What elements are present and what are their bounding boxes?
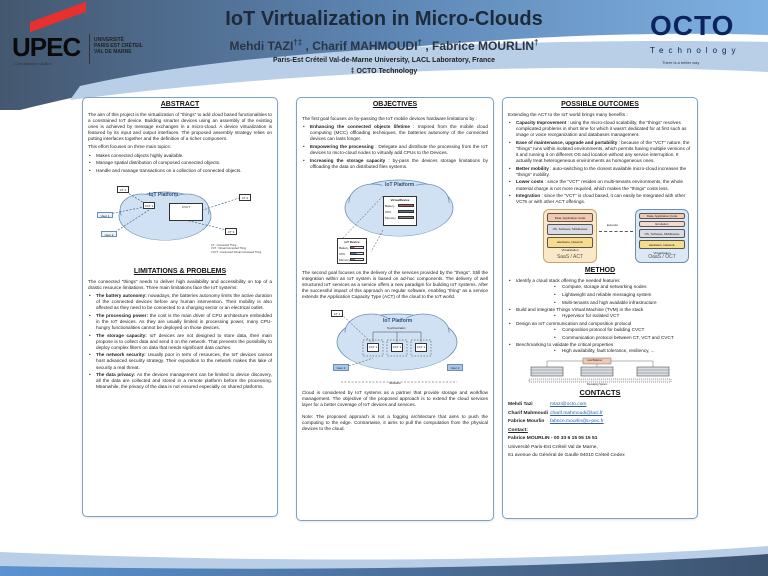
diagram-node: CT 2 xyxy=(239,194,251,201)
diagram-node: User 2 xyxy=(101,231,117,237)
diagram-node: CT 1 xyxy=(331,310,343,317)
diagram-node: User 1 xyxy=(333,364,349,371)
sub-list-item: • Lightweight and reliable messaging system xyxy=(554,292,692,298)
sync-label: Synchronization xyxy=(387,327,406,331)
upec-tagline: Connaissance-Action xyxy=(14,61,52,66)
diagram-node: User 1 xyxy=(97,212,113,218)
extends-arrow xyxy=(599,231,633,232)
list-item: • Makes connected objects highly available. xyxy=(88,153,272,159)
upec-university-name: UNIVERSITÉ PARIS EST CRÉTEIL VAL DE MARNE xyxy=(94,37,143,55)
list-item: • Design an IoT communication and composition protocol • Composition protocol for building CVCT • Communication protocol between CT, VCT and CVCT xyxy=(508,321,692,341)
list-item: • Capacity Improvement : using the micro-cloud scalability, the “things” resolves complicated problems in short time for which it wasn't dedicated for at first such as image or voice reorganization and databases management. xyxy=(508,120,692,138)
diagram-node: VCT 1 xyxy=(144,203,154,208)
list-item: • Better mobility : auto-switching to the closest available micro-cloud increases the “things” mobility. xyxy=(508,166,692,178)
list-item: • Ease of maintenance, upgrade and portability : because of the “VCT” nature, the “things” runs within isolated environments, which permits having multiple versions of it and running it on different OS and location without any service interruption. It actually treat heterogeneous environments as homogeneous ones. xyxy=(508,140,692,164)
diagram-node: CT 3 xyxy=(225,228,237,235)
memory-bar xyxy=(350,258,364,261)
cloud-label: IoT Platform xyxy=(383,318,413,325)
affiliation-university: Paris-Est Créteil Val-de-Marne University, LACL Laboratory, France xyxy=(272,57,496,64)
contact-label: Contact: xyxy=(508,427,528,433)
messaging-system-label: Messaging System xyxy=(587,383,608,387)
right-panel xyxy=(502,97,698,519)
list-item: • Benchmarking to validate the critical properties • High availability, fault tolerance, resiliency, ... xyxy=(508,342,692,354)
list-item: • The network security: Usually poor in term of resources, the IoT devices cannot host advanced security strategy. Their exposition to the network makes this lake of security a real threat. xyxy=(88,352,272,370)
sub-list-item: • Communication protocol between CT, VCT and CVCT xyxy=(554,335,692,341)
cpu-bar xyxy=(398,210,414,213)
middle-panel xyxy=(296,97,494,521)
list-item: • Build and integrate Things Virtual Machine (TVM) in the stack • Hypervisor for isolated VCT xyxy=(508,307,692,319)
objectives-paragraph-3: Cloud is considered by IoT systems as a partner that provide storage and workflow management. The objective of the proposed approach is to extend the cloud services layer for a better coverage of IoT devices and services. xyxy=(302,390,488,408)
outcomes-intro: Extending the ACT to the IoT world brings many benefits : xyxy=(508,112,628,117)
list-item: • Enhancing the connected objects lifetime : Inspired from the mobile cloud computing (MCC) offloading techniques, the batteries autonomy of the connected devices can lasts longer. xyxy=(302,124,488,142)
author-mark: †‡ xyxy=(293,38,303,47)
diagram-node: CVCT xyxy=(169,203,203,221)
author-list: Mehdi TAZI†‡ , Charif MAHMOUDI† , Fabrice MOURLIN† xyxy=(229,38,539,53)
abstract-text: The aim of this project is the virtualization of “things” to add cloud based functionalities to a constrained IoT device. Building smarter devices using an assembly of the existing ones is achieved by message exchanges in a micro-cloud. A device virtualization is featured by its input and output interfaces. The proposed assembly strategy relies on putting interfaces together and the definition of a richer component. This effort focuses on three main topics: xyxy=(88,112,272,150)
octo-subtitle: Technology xyxy=(650,46,741,55)
list-item: • Lower costs : since the “VCT” resides on multi-tenants environments, the whole material charge is not more required, which makes the “things” costs less. xyxy=(508,179,692,191)
sub-list-item: • Multi-tenants and high available infrastructure xyxy=(554,300,692,306)
sub-list-item: • High availability, fault tolerance, resiliency, ... xyxy=(554,348,692,354)
iot-device-card: IoT Device Battery CPU Memory xyxy=(337,238,367,264)
virtual-device-diagram xyxy=(301,172,489,268)
contact-row: Fabrice Mourlin fabrice.mourlin@u-pec.fr xyxy=(508,418,692,427)
objectives-list xyxy=(297,124,493,170)
sub-list-item: • Hypervisor for isolated VCT xyxy=(554,313,692,319)
outcomes-list xyxy=(503,120,697,205)
objectives-note: Note: The proposed approach is not a fogging architecture that aims to push the computing to the edge. Contrariwise, it aims to pull the computation from the physical devices to the cloud. xyxy=(302,413,488,431)
list-item: • The processing power: the cost is the main driver of CPU architecture embedded in the IoT devices. As they are usually limited in processing power, many CPU-hungry functionalities cannot be deployed on those devices. xyxy=(88,313,272,331)
list-item: • The battery autonomy: nowadays, the batteries autonomy limits the active duration of the connected devices before any human intervention. Their mobility is also affected as they need to be connected to a charging sector or an electrical outlet. xyxy=(88,293,272,311)
left-panel xyxy=(82,97,278,517)
cpu-bar xyxy=(350,252,364,255)
list-item: • Handle and manage transactions on a collection of connected objects. xyxy=(88,168,272,174)
method-list xyxy=(503,278,697,354)
list-item: • The data privacy: As the devices management can be limited to device discovery, all the data are collected and stored in a remote platform before the processing. Meanwhile, the privacy of the data is not ensured especially on shared platforms. xyxy=(88,372,272,390)
objectives-heading: OBJECTIVES xyxy=(372,101,418,108)
author-name: Mehdi TAZI xyxy=(229,39,294,53)
abstract-heading: ABSTRACT xyxy=(160,101,200,108)
octo-tagline: There is a better way xyxy=(662,60,700,65)
battery-bar xyxy=(398,204,414,207)
email-link[interactable]: fabrice.mourlin@u-pec.fr xyxy=(550,419,604,425)
cloud-label: IoT Platform xyxy=(385,181,415,188)
upec-wordmark: UPEC xyxy=(12,32,81,62)
outcomes-heading: POSSIBLE OUTCOMES xyxy=(561,101,639,108)
list-item: • Increasing the storage capacity : by-pass the devices storage limitations by offloading the data on distributed files systems. xyxy=(302,158,488,170)
contact-phone: Fabrice MOURLIN - 00 33 6 15 05 15 51 xyxy=(508,436,598,442)
abstract-diagram xyxy=(87,176,273,264)
sub-list-item: • Composition protocol for building CVCT xyxy=(554,327,692,333)
abstract-topics xyxy=(83,153,277,174)
cloud-label: IoT Platform xyxy=(149,191,179,198)
synchronization-diagram xyxy=(301,302,489,386)
oaas-oct-stack: Data, Application Code Emulation OS, Software, Middleware Hardware, Network, Virtualization OaaS / OCT xyxy=(635,209,689,263)
sub-list-item: • Compute, storage and networking nodes xyxy=(554,284,692,290)
virtual-device-card: VirtualDevice Battery CPU Memory xyxy=(383,196,417,226)
objectives-paragraph-2: The second goal focuses on the delivery of the services provided by the “things”. Still the integration within an IoT system is based on ad-hoc components. The delivery of well structured IoT services as a service offers a new paradigm for building IoT systems. After the successful impact of this approach on regular software, enabling “thing” as a service extends the Application Capacity Type (ACT) of the cloud to the IoT world. xyxy=(302,269,488,300)
diagram-node: VCT 1 xyxy=(415,343,427,352)
load-balancer-label: Load Balancer xyxy=(587,358,603,362)
address-line-1: Université Paris-Est Créteil Val de Marne, xyxy=(508,444,598,450)
stack-diagram xyxy=(507,207,693,265)
contact-row: Mehdi Tazi mtazi@octo.com xyxy=(508,401,692,410)
contacts-block xyxy=(503,401,697,461)
extends-label: Extends xyxy=(607,223,618,228)
list-item: • Identify a cloud stack offering the needed features • Compute, storage and networking nodes • Lightweight and reliable messaging system • Multi-tenants and high available infrastructure xyxy=(508,278,692,305)
author-name: Charif MAHMOUDI xyxy=(312,39,418,53)
poster-title: IoT Virtualization in Micro-Clouds xyxy=(225,8,543,30)
notification-label: Notification xyxy=(389,382,401,386)
objectives-intro: The first goal focuses on by-passing the IoT mobile devices hardware limitations by : xyxy=(302,116,477,121)
method-heading: METHOD xyxy=(584,267,616,275)
diagram-node: User 2 xyxy=(447,364,463,371)
list-item: • Empowering the processing : Delegate and distribute the processing from the IoT devices to micro-cloud nodes to virtually add CPUs to the Devices. xyxy=(302,144,488,156)
limitations-list xyxy=(83,293,277,390)
limitations-intro: The connected “things” needs to deliver high availability and accessibility on top of a drastic resource limitations. Three main limitations face the IoT systems: xyxy=(88,278,272,290)
author-mark: † xyxy=(534,38,539,47)
octo-wordmark: OCTO xyxy=(650,10,735,41)
stack-caption: SaaS / ACT xyxy=(556,254,584,261)
diagram-node: VCT 1 xyxy=(367,343,379,352)
battery-bar xyxy=(350,246,364,249)
email-link[interactable]: mtazi@octo.com xyxy=(550,402,587,408)
diagram-legend: CT : Connected Thing VCT : Virtual Connected Thing CVCT : Composed Virtual Connected Thing xyxy=(211,243,262,254)
diagram-node: VCT 1 xyxy=(391,343,403,352)
benchmark-diagram xyxy=(525,356,675,386)
author-name: Fabrice MOURLIN xyxy=(432,39,535,53)
list-item: • The storage capacity: IoT devices are not designed to store data, their main propose is to collect data and send it on the network. That prevents the possibility to deploy complex filters on data that needs significant data caches. xyxy=(88,333,272,351)
contacts-heading: CONTACTS xyxy=(579,388,621,398)
address-line-2: 61 avenue du Général de Gaulle 94010 Créteil Cedex xyxy=(508,453,625,459)
contact-row: Charif Mahmoudi charif.mahmoudi@lacl.fr xyxy=(508,410,692,419)
affiliation-company: ‡ OCTO Technology xyxy=(350,68,418,75)
saas-act-stack: Data, Application Code OS, Software, Middleware Hardware, Network, Virtualization SaaS / ACT xyxy=(543,209,597,263)
list-item: • Integration : since the “VCT” is cloud based, it can easily be integrated with other VCTs or with other ACT offerings. xyxy=(508,193,692,205)
stack-caption: OaaS / OCT xyxy=(648,254,676,261)
email-link[interactable]: charif.mahmoudi@lacl.fr xyxy=(550,410,603,416)
memory-bar xyxy=(398,216,414,219)
footer-background xyxy=(0,540,768,576)
limitations-heading: LIMITATIONS & PROBLEMS xyxy=(133,267,227,275)
author-mark: † xyxy=(417,38,422,47)
list-item: • Manage spatial distribution of composed connected objects. xyxy=(88,160,272,166)
diagram-node: CT 1 xyxy=(117,186,129,193)
